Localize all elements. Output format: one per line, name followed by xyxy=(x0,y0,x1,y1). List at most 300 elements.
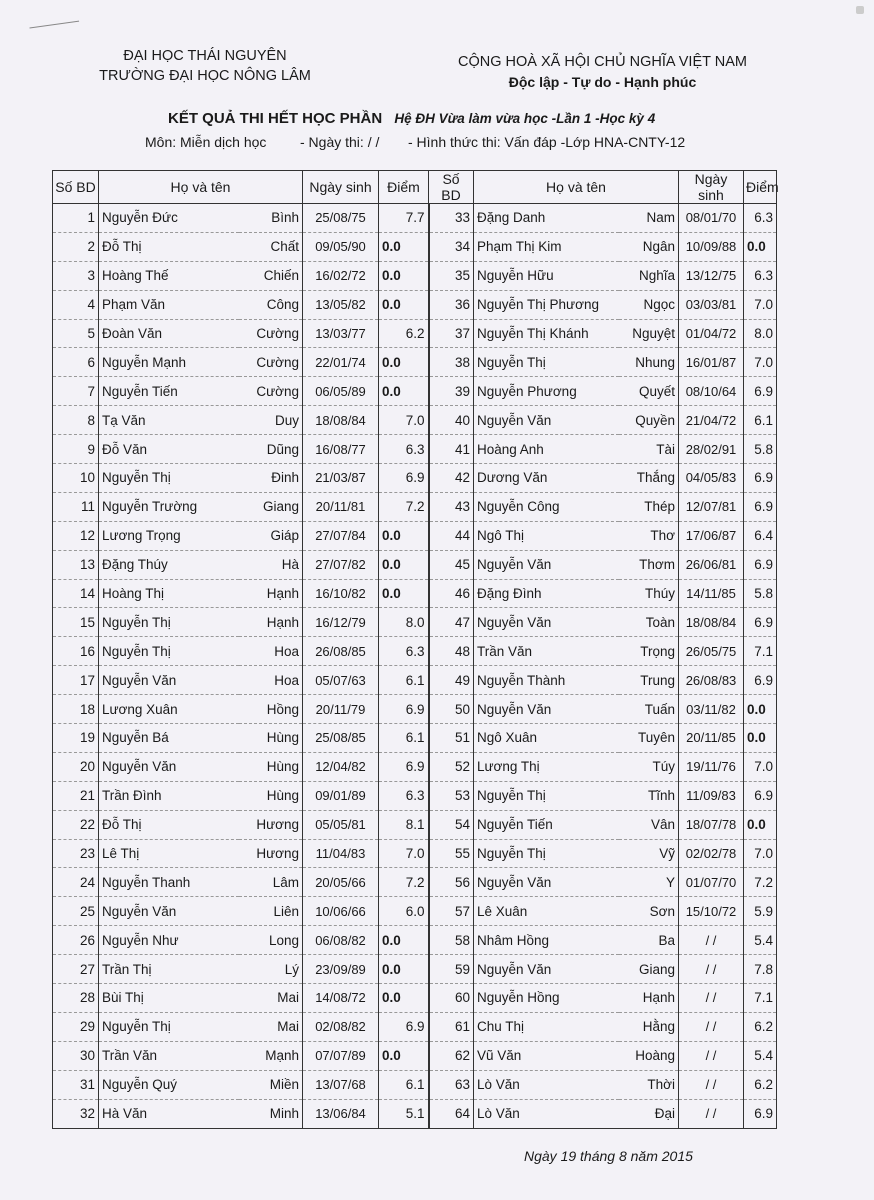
student-dob: 18/08/84 xyxy=(679,608,744,637)
student-surname: Nguyễn Văn xyxy=(99,752,239,781)
student-number: 39 xyxy=(429,377,474,406)
table-row xyxy=(53,868,777,897)
table-row xyxy=(53,319,777,348)
student-given-name: Mạnh xyxy=(239,1041,303,1070)
student-dob: 27/07/84 xyxy=(303,521,379,550)
table-row xyxy=(53,1099,777,1128)
student-given-name: Duy xyxy=(239,406,303,435)
student-score: 0.0 xyxy=(379,521,429,550)
student-given-name: Y xyxy=(619,868,679,897)
table-row xyxy=(53,984,777,1013)
student-score: 0.0 xyxy=(379,348,429,377)
student-surname: Nguyễn Công xyxy=(474,492,619,521)
table-row xyxy=(53,897,777,926)
student-dob: 05/07/63 xyxy=(303,666,379,695)
student-surname: Trần Đình xyxy=(99,781,239,810)
student-score: 6.9 xyxy=(744,377,777,406)
student-given-name: Ba xyxy=(619,926,679,955)
table-row xyxy=(53,348,777,377)
student-dob: 25/08/85 xyxy=(303,724,379,753)
student-score: 6.9 xyxy=(379,1012,429,1041)
col-header-sbd-left: Số BD xyxy=(53,171,99,204)
student-dob: 12/04/82 xyxy=(303,752,379,781)
student-dob: 26/08/83 xyxy=(679,666,744,695)
student-score: 5.8 xyxy=(744,579,777,608)
student-score: 0.0 xyxy=(379,377,429,406)
subject-label: Môn: Miễn dịch học xyxy=(145,134,267,150)
header-left xyxy=(95,46,315,86)
table-row xyxy=(53,290,777,319)
student-score: 6.3 xyxy=(379,435,429,464)
table-row xyxy=(53,550,777,579)
student-number: 36 xyxy=(429,290,474,319)
table-row xyxy=(53,1070,777,1099)
student-dob: 03/11/82 xyxy=(679,695,744,724)
student-surname: Trần Văn xyxy=(99,1041,239,1070)
student-given-name: Hùng xyxy=(239,752,303,781)
student-score: 0.0 xyxy=(379,261,429,290)
student-number: 53 xyxy=(429,781,474,810)
student-number: 8 xyxy=(53,406,99,435)
signing-date: Ngày 19 tháng 8 năm 2015 xyxy=(524,1148,693,1164)
table-row xyxy=(53,232,777,261)
student-dob: 14/11/85 xyxy=(679,579,744,608)
student-number: 23 xyxy=(53,839,99,868)
student-surname: Nguyễn Thị xyxy=(474,348,619,377)
student-number: 31 xyxy=(53,1070,99,1099)
student-dob: 06/08/82 xyxy=(303,926,379,955)
student-score: 6.3 xyxy=(379,637,429,666)
student-dob: 12/07/81 xyxy=(679,492,744,521)
student-surname: Phạm Văn xyxy=(99,290,239,319)
student-given-name: Tuyên xyxy=(619,724,679,753)
student-dob: 13/12/75 xyxy=(679,261,744,290)
student-surname: Bùi Thị xyxy=(99,984,239,1013)
student-number: 6 xyxy=(53,348,99,377)
table-row xyxy=(53,608,777,637)
student-given-name: Túy xyxy=(619,752,679,781)
student-number: 58 xyxy=(429,926,474,955)
student-surname: Nguyễn Phương xyxy=(474,377,619,406)
student-given-name: Cường xyxy=(239,319,303,348)
col-header-dob-right: Ngày sinh xyxy=(679,171,744,204)
student-dob: 13/07/68 xyxy=(303,1070,379,1099)
student-given-name: Tuấn xyxy=(619,695,679,724)
student-number: 40 xyxy=(429,406,474,435)
table-row xyxy=(53,435,777,464)
student-number: 55 xyxy=(429,839,474,868)
student-score: 6.9 xyxy=(744,550,777,579)
col-header-sbd-right: Số BD xyxy=(429,171,474,204)
student-number: 27 xyxy=(53,955,99,984)
table-row xyxy=(53,666,777,695)
scan-dot xyxy=(856,6,864,14)
student-given-name: Thời xyxy=(619,1070,679,1099)
student-given-name: Hoàng xyxy=(619,1041,679,1070)
student-surname: Nguyễn Văn xyxy=(474,955,619,984)
table-row xyxy=(53,926,777,955)
student-score: 0.0 xyxy=(744,695,777,724)
national-motto: Độc lập - Tự do - Hạnh phúc xyxy=(508,74,697,90)
student-score: 0.0 xyxy=(379,550,429,579)
student-number: 43 xyxy=(429,492,474,521)
student-dob: 26/08/85 xyxy=(303,637,379,666)
student-dob: 11/09/83 xyxy=(679,781,744,810)
student-score: 7.1 xyxy=(744,637,777,666)
student-number: 47 xyxy=(429,608,474,637)
student-number: 50 xyxy=(429,695,474,724)
student-given-name: Ngọc xyxy=(619,290,679,319)
student-given-name: Lâm xyxy=(239,868,303,897)
student-surname: Nguyễn Như xyxy=(99,926,239,955)
results-table xyxy=(52,170,777,1129)
student-dob: 02/02/78 xyxy=(679,839,744,868)
student-number: 28 xyxy=(53,984,99,1013)
student-score: 5.4 xyxy=(744,1041,777,1070)
student-number: 63 xyxy=(429,1070,474,1099)
student-dob: 09/05/90 xyxy=(303,232,379,261)
student-surname: Lê Xuân xyxy=(474,897,619,926)
student-dob: 20/11/85 xyxy=(679,724,744,753)
student-surname: Đặng Thúy xyxy=(99,550,239,579)
student-dob: 16/12/79 xyxy=(303,608,379,637)
student-number: 60 xyxy=(429,984,474,1013)
student-dob: 20/11/81 xyxy=(303,492,379,521)
table-row xyxy=(53,521,777,550)
student-given-name: Giang xyxy=(239,492,303,521)
student-surname: Nguyễn Văn xyxy=(99,897,239,926)
student-given-name: Mai xyxy=(239,984,303,1013)
student-dob: 16/08/77 xyxy=(303,435,379,464)
student-given-name: Long xyxy=(239,926,303,955)
student-number: 3 xyxy=(53,261,99,290)
student-score: 0.0 xyxy=(379,1041,429,1070)
student-score: 6.2 xyxy=(379,319,429,348)
student-surname: Nguyễn Quý xyxy=(99,1070,239,1099)
student-score: 0.0 xyxy=(744,232,777,261)
student-dob: 18/07/78 xyxy=(679,810,744,839)
student-given-name: Nguyệt xyxy=(619,319,679,348)
student-score: 6.9 xyxy=(744,608,777,637)
student-given-name: Hùng xyxy=(239,781,303,810)
student-given-name: Giang xyxy=(619,955,679,984)
table-row xyxy=(53,1012,777,1041)
student-number: 38 xyxy=(429,348,474,377)
student-score: 6.9 xyxy=(744,492,777,521)
student-score: 0.0 xyxy=(379,984,429,1013)
table-row xyxy=(53,752,777,781)
student-surname: Nhâm Hồng xyxy=(474,926,619,955)
student-dob: 02/08/82 xyxy=(303,1012,379,1041)
student-given-name: Hà xyxy=(239,550,303,579)
table-row xyxy=(53,406,777,435)
student-dob: 13/03/77 xyxy=(303,319,379,348)
exam-form-label: - Hình thức thi: Vấn đáp -Lớp HNA-CNTY-12 xyxy=(408,134,686,150)
col-header-dob-left: Ngày sinh xyxy=(303,171,379,204)
student-score: 6.0 xyxy=(379,897,429,926)
student-dob: 25/08/75 xyxy=(303,204,379,233)
student-number: 5 xyxy=(53,319,99,348)
student-surname: Nguyễn Văn xyxy=(474,406,619,435)
header-right xyxy=(440,52,765,92)
student-number: 9 xyxy=(53,435,99,464)
student-dob: 04/05/83 xyxy=(679,464,744,493)
student-number: 46 xyxy=(429,579,474,608)
student-number: 37 xyxy=(429,319,474,348)
student-surname: Nguyễn Bá xyxy=(99,724,239,753)
university-name: ĐẠI HỌC THÁI NGUYÊN xyxy=(123,48,287,64)
student-surname: Nguyễn Thị xyxy=(99,637,239,666)
student-surname: Nguyễn Thị Phương xyxy=(474,290,619,319)
student-number: 64 xyxy=(429,1099,474,1128)
student-number: 41 xyxy=(429,435,474,464)
student-surname: Nguyễn Văn xyxy=(474,550,619,579)
student-number: 32 xyxy=(53,1099,99,1128)
student-surname: Tạ Văn xyxy=(99,406,239,435)
student-number: 1 xyxy=(53,204,99,233)
student-score: 6.1 xyxy=(379,1070,429,1099)
col-header-score-left: Điểm xyxy=(379,171,429,204)
student-given-name: Liên xyxy=(239,897,303,926)
student-surname: Nguyễn Văn xyxy=(474,868,619,897)
student-dob: 19/11/76 xyxy=(679,752,744,781)
student-dob: 06/05/89 xyxy=(303,377,379,406)
student-dob: 21/04/72 xyxy=(679,406,744,435)
student-score: 0.0 xyxy=(744,724,777,753)
scan-mark xyxy=(29,21,80,39)
student-dob: 11/04/83 xyxy=(303,839,379,868)
student-given-name: Lý xyxy=(239,955,303,984)
student-score: 6.2 xyxy=(744,1070,777,1099)
student-score: 7.2 xyxy=(379,868,429,897)
table-row xyxy=(53,492,777,521)
student-surname: Nguyễn Hồng xyxy=(474,984,619,1013)
student-dob: 13/06/84 xyxy=(303,1099,379,1128)
student-score: 6.9 xyxy=(379,752,429,781)
student-score: 0.0 xyxy=(379,926,429,955)
student-dob: 15/10/72 xyxy=(679,897,744,926)
student-surname: Nguyễn Thị Khánh xyxy=(474,319,619,348)
student-dob: 26/05/75 xyxy=(679,637,744,666)
student-dob: 20/05/66 xyxy=(303,868,379,897)
student-dob: 09/01/89 xyxy=(303,781,379,810)
table-row xyxy=(53,839,777,868)
student-dob: / / xyxy=(679,1041,744,1070)
student-score: 7.0 xyxy=(379,839,429,868)
student-score: 6.1 xyxy=(744,406,777,435)
student-score: 0.0 xyxy=(379,232,429,261)
student-surname: Nguyễn Văn xyxy=(474,608,619,637)
student-given-name: Hồng xyxy=(239,695,303,724)
student-given-name: Thúy xyxy=(619,579,679,608)
student-given-name: Dũng xyxy=(239,435,303,464)
student-surname: Đỗ Văn xyxy=(99,435,239,464)
student-number: 56 xyxy=(429,868,474,897)
table-row xyxy=(53,377,777,406)
student-dob: 10/09/88 xyxy=(679,232,744,261)
student-given-name: Hạnh xyxy=(239,579,303,608)
student-score: 6.4 xyxy=(744,521,777,550)
student-given-name: Hạnh xyxy=(239,608,303,637)
student-score: 7.2 xyxy=(379,492,429,521)
student-given-name: Nhung xyxy=(619,348,679,377)
student-score: 6.9 xyxy=(379,464,429,493)
student-dob: / / xyxy=(679,955,744,984)
student-surname: Nguyễn Trường xyxy=(99,492,239,521)
student-surname: Lò Văn xyxy=(474,1099,619,1128)
student-number: 29 xyxy=(53,1012,99,1041)
table-row xyxy=(53,1041,777,1070)
student-given-name: Cường xyxy=(239,348,303,377)
student-dob: 01/07/70 xyxy=(679,868,744,897)
student-surname: Dương Văn xyxy=(474,464,619,493)
student-given-name: Quyền xyxy=(619,406,679,435)
student-surname: Nguyễn Thanh xyxy=(99,868,239,897)
document-title xyxy=(168,110,655,127)
student-number: 33 xyxy=(429,204,474,233)
student-given-name: Trọng xyxy=(619,637,679,666)
student-dob: 10/06/66 xyxy=(303,897,379,926)
student-number: 18 xyxy=(53,695,99,724)
student-given-name: Minh xyxy=(239,1099,303,1128)
student-dob: 16/10/82 xyxy=(303,579,379,608)
student-given-name: Hùng xyxy=(239,724,303,753)
student-given-name: Công xyxy=(239,290,303,319)
student-score: 8.0 xyxy=(744,319,777,348)
exam-date-label: - Ngày thi: / / xyxy=(300,134,380,150)
student-surname: Lương Xuân xyxy=(99,695,239,724)
student-dob: / / xyxy=(679,1099,744,1128)
student-score: 6.2 xyxy=(744,1012,777,1041)
student-given-name: Vân xyxy=(619,810,679,839)
student-surname: Nguyễn Thị xyxy=(99,464,239,493)
table-row xyxy=(53,579,777,608)
student-surname: Nguyễn Mạnh xyxy=(99,348,239,377)
student-score: 6.9 xyxy=(379,695,429,724)
student-score: 5.9 xyxy=(744,897,777,926)
student-given-name: Hoa xyxy=(239,666,303,695)
student-number: 30 xyxy=(53,1041,99,1070)
student-surname: Lê Thị xyxy=(99,839,239,868)
student-surname: Hà Văn xyxy=(99,1099,239,1128)
student-dob: 22/01/74 xyxy=(303,348,379,377)
student-surname: Nguyễn Đức xyxy=(99,204,239,233)
student-number: 35 xyxy=(429,261,474,290)
student-number: 17 xyxy=(53,666,99,695)
student-surname: Lò Văn xyxy=(474,1070,619,1099)
student-surname: Nguyễn Tiến xyxy=(474,810,619,839)
country-name: CỘNG HOÀ XÃ HỘI CHỦ NGHĨA VIỆT NAM xyxy=(458,54,747,70)
student-number: 19 xyxy=(53,724,99,753)
student-surname: Nguyễn Hữu xyxy=(474,261,619,290)
student-number: 10 xyxy=(53,464,99,493)
student-given-name: Đại xyxy=(619,1099,679,1128)
student-surname: Nguyễn Văn xyxy=(99,666,239,695)
student-score: 7.0 xyxy=(744,839,777,868)
student-score: 8.1 xyxy=(379,810,429,839)
student-number: 34 xyxy=(429,232,474,261)
student-number: 16 xyxy=(53,637,99,666)
student-score: 7.0 xyxy=(744,348,777,377)
student-score: 6.3 xyxy=(379,781,429,810)
student-surname: Ngô Xuân xyxy=(474,724,619,753)
student-dob: 08/01/70 xyxy=(679,204,744,233)
student-number: 13 xyxy=(53,550,99,579)
student-surname: Ngô Thị xyxy=(474,521,619,550)
student-number: 4 xyxy=(53,290,99,319)
student-score: 5.8 xyxy=(744,435,777,464)
table-row xyxy=(53,955,777,984)
student-score: 6.9 xyxy=(744,781,777,810)
student-score: 6.1 xyxy=(379,666,429,695)
student-surname: Lương Trọng xyxy=(99,521,239,550)
student-surname: Nguyễn Thị xyxy=(474,781,619,810)
student-score: 7.0 xyxy=(744,752,777,781)
student-given-name: Thơm xyxy=(619,550,679,579)
student-given-name: Đinh xyxy=(239,464,303,493)
student-number: 57 xyxy=(429,897,474,926)
col-header-name-right: Họ và tên xyxy=(474,171,679,204)
student-score: 7.2 xyxy=(744,868,777,897)
student-dob: 21/03/87 xyxy=(303,464,379,493)
student-score: 0.0 xyxy=(379,579,429,608)
student-dob: 28/02/91 xyxy=(679,435,744,464)
student-given-name: Thơ xyxy=(619,521,679,550)
student-score: 8.0 xyxy=(379,608,429,637)
student-dob: 18/08/84 xyxy=(303,406,379,435)
student-score: 0.0 xyxy=(379,955,429,984)
student-given-name: Chiến xyxy=(239,261,303,290)
table-row xyxy=(53,261,777,290)
table-row xyxy=(53,781,777,810)
title-main: KẾT QUẢ THI HẾT HỌC PHẦN xyxy=(168,110,383,127)
student-dob: 05/05/81 xyxy=(303,810,379,839)
student-surname: Nguyễn Thị xyxy=(474,839,619,868)
col-header-score-right: Điểm xyxy=(744,171,777,204)
student-given-name: Nam xyxy=(619,204,679,233)
student-score: 7.0 xyxy=(744,290,777,319)
student-number: 11 xyxy=(53,492,99,521)
student-surname: Đoàn Văn xyxy=(99,319,239,348)
student-number: 22 xyxy=(53,810,99,839)
student-given-name: Hương xyxy=(239,810,303,839)
student-given-name: Nghĩa xyxy=(619,261,679,290)
student-number: 49 xyxy=(429,666,474,695)
student-score: 6.1 xyxy=(379,724,429,753)
student-surname: Nguyễn Thị xyxy=(99,1012,239,1041)
student-score: 6.3 xyxy=(744,261,777,290)
student-number: 54 xyxy=(429,810,474,839)
student-score: 0.0 xyxy=(379,290,429,319)
student-score: 5.1 xyxy=(379,1099,429,1128)
student-surname: Đặng Đình xyxy=(474,579,619,608)
student-given-name: Giáp xyxy=(239,521,303,550)
table-header-row xyxy=(53,171,777,204)
col-header-name-left: Họ và tên xyxy=(99,171,303,204)
student-given-name: Tài xyxy=(619,435,679,464)
student-dob: 27/07/82 xyxy=(303,550,379,579)
student-surname: Nguyễn Văn xyxy=(474,695,619,724)
table-row xyxy=(53,695,777,724)
student-number: 62 xyxy=(429,1041,474,1070)
student-number: 44 xyxy=(429,521,474,550)
student-given-name: Hương xyxy=(239,839,303,868)
student-number: 59 xyxy=(429,955,474,984)
student-number: 21 xyxy=(53,781,99,810)
student-score: 6.3 xyxy=(744,204,777,233)
student-surname: Nguyễn Thành xyxy=(474,666,619,695)
student-dob: 07/07/89 xyxy=(303,1041,379,1070)
